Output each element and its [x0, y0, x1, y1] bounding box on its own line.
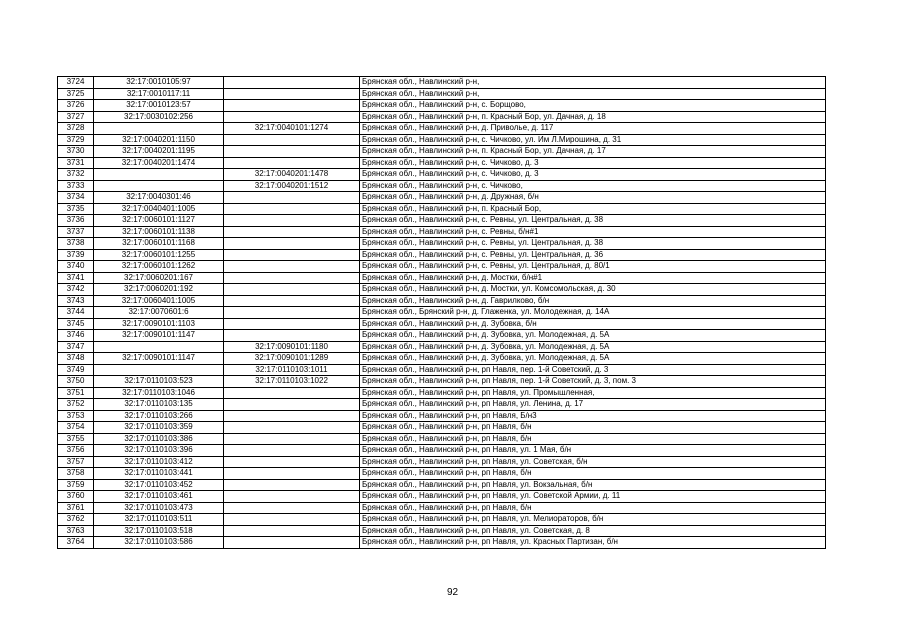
parent-cadastral-number-cell: [224, 272, 360, 284]
table-row: [58, 123, 826, 135]
row-number-cell: 3758: [58, 468, 94, 480]
cadastral-number-cell: 32:17:0040201:1195: [94, 146, 224, 158]
cadastral-number-cell: 32:17:0060401:1005: [94, 295, 224, 307]
address-cell: Брянская обл., Навлинский р-н, рп Навля, ул. Советской Армии, д. 11: [360, 491, 826, 503]
table-row: [58, 307, 826, 319]
cadastral-number-cell: 32:17:0110103:473: [94, 502, 224, 514]
parent-cadastral-number-cell: [224, 514, 360, 526]
cadastral-number-cell: 32:17:0010117:11: [94, 88, 224, 100]
address-cell: Брянская обл., Навлинский р-н, с. Ревны, ул. Центральная, д. 38: [360, 238, 826, 250]
table-row: [58, 525, 826, 537]
table-row: [58, 364, 826, 376]
address-cell: Брянская обл., Навлинский р-н, п. Красный Бор,: [360, 203, 826, 215]
parent-cadastral-number-cell: [224, 318, 360, 330]
parent-cadastral-number-cell: [224, 502, 360, 514]
table-row: [58, 445, 826, 457]
row-number-cell: 3739: [58, 249, 94, 261]
row-number-cell: 3755: [58, 433, 94, 445]
table-row: [58, 479, 826, 491]
parent-cadastral-number-cell: [224, 422, 360, 434]
cadastral-number-cell: 32:17:0110103:452: [94, 479, 224, 491]
cadastral-number-cell: 32:17:0040401:1005: [94, 203, 224, 215]
page-number: 92: [446, 587, 459, 598]
table-row: [58, 341, 826, 353]
cadastral-number-cell: 32:17:0060201:192: [94, 284, 224, 296]
row-number-cell: 3764: [58, 537, 94, 549]
address-cell: Брянская обл., Навлинский р-н, рп Навля, ул. Красных Партизан, б/н: [360, 537, 826, 549]
parent-cadastral-number-cell: [224, 537, 360, 549]
row-number-cell: 3740: [58, 261, 94, 273]
cadastral-number-cell: 32:17:0110103:412: [94, 456, 224, 468]
parent-cadastral-number-cell: [224, 226, 360, 238]
row-number-cell: 3728: [58, 123, 94, 135]
property-table: [57, 76, 826, 549]
row-number-cell: 3733: [58, 180, 94, 192]
parent-cadastral-number-cell: [224, 456, 360, 468]
cadastral-number-cell: 32:17:0040301:46: [94, 192, 224, 204]
cadastral-number-cell: 32:17:0060101:1138: [94, 226, 224, 238]
table-row: [58, 203, 826, 215]
address-cell: Брянская обл., Навлинский р-н, с. Чичково, ул. Им Л.Мирошина, д. 31: [360, 134, 826, 146]
cadastral-number-cell: 32:17:0110103:386: [94, 433, 224, 445]
address-cell: Брянская обл., Навлинский р-н, д. Зубовка, ул. Молодежная, д. 5А: [360, 353, 826, 365]
table-row: [58, 146, 826, 158]
row-number-cell: 3736: [58, 215, 94, 227]
parent-cadastral-number-cell: [224, 111, 360, 123]
row-number-cell: 3730: [58, 146, 94, 158]
table-row: [58, 226, 826, 238]
row-number-cell: 3748: [58, 353, 94, 365]
cadastral-number-cell: 32:17:0060101:1168: [94, 238, 224, 250]
table-row: [58, 249, 826, 261]
parent-cadastral-number-cell: 32:17:0110103:1011: [224, 364, 360, 376]
row-number-cell: 3756: [58, 445, 94, 457]
table-row: [58, 180, 826, 192]
table-row: [58, 399, 826, 411]
address-cell: Брянская обл., Навлинский р-н, рп Навля, ул. 1 Мая, б/н: [360, 445, 826, 457]
table-row: [58, 215, 826, 227]
cadastral-number-cell: 32:17:0110103:266: [94, 410, 224, 422]
address-cell: Брянская обл., Навлинский р-н, с. Чичково,: [360, 180, 826, 192]
address-cell: Брянская обл., Навлинский р-н, д. Зубовка, ул. Молодежная, д. 5А: [360, 341, 826, 353]
cadastral-number-cell: 32:17:0010123:57: [94, 100, 224, 112]
row-number-cell: 3746: [58, 330, 94, 342]
address-cell: Брянская обл., Навлинский р-н, рп Навля, ул. Мелиораторов, б/н: [360, 514, 826, 526]
address-cell: Брянская обл., Навлинский р-н, рп Навля, ул. Вокзальная, б/н: [360, 479, 826, 491]
address-cell: Брянская обл., Брянский р-н, д. Глаженка, ул. Молодежная, д. 14А: [360, 307, 826, 319]
row-number-cell: 3760: [58, 491, 94, 503]
parent-cadastral-number-cell: [224, 399, 360, 411]
table-row: [58, 514, 826, 526]
cadastral-number-cell: 32:17:0060101:1127: [94, 215, 224, 227]
parent-cadastral-number-cell: 32:17:0040201:1478: [224, 169, 360, 181]
address-cell: Брянская обл., Навлинский р-н,: [360, 77, 826, 89]
address-cell: Брянская обл., Навлинский р-н, рп Навля, пер. 1-й Советский, д. 3, пом. 3: [360, 376, 826, 388]
table-row: [58, 192, 826, 204]
parent-cadastral-number-cell: [224, 100, 360, 112]
row-number-cell: 3763: [58, 525, 94, 537]
cadastral-number-cell: [94, 341, 224, 353]
row-number-cell: 3734: [58, 192, 94, 204]
table-row: [58, 433, 826, 445]
table-row: [58, 111, 826, 123]
parent-cadastral-number-cell: [224, 387, 360, 399]
table-row: [58, 88, 826, 100]
row-number-cell: 3727: [58, 111, 94, 123]
row-number-cell: 3741: [58, 272, 94, 284]
cadastral-number-cell: 32:17:0110103:135: [94, 399, 224, 411]
cadastral-number-cell: 32:17:0060201:167: [94, 272, 224, 284]
parent-cadastral-number-cell: 32:17:0090101:1289: [224, 353, 360, 365]
address-cell: Брянская обл., Навлинский р-н, д. Гаврилково, б/н: [360, 295, 826, 307]
parent-cadastral-number-cell: [224, 525, 360, 537]
cadastral-number-cell: 32:17:0110103:518: [94, 525, 224, 537]
parent-cadastral-number-cell: [224, 445, 360, 457]
address-cell: Брянская обл., Навлинский р-н, д. Дружная, б/н: [360, 192, 826, 204]
table-row: [58, 387, 826, 399]
row-number-cell: 3762: [58, 514, 94, 526]
row-number-cell: 3750: [58, 376, 94, 388]
address-cell: Брянская обл., Навлинский р-н, рп Навля, пер. 1-й Советский, д. 3: [360, 364, 826, 376]
table-row: [58, 284, 826, 296]
table-row: [58, 502, 826, 514]
address-cell: Брянская обл., Навлинский р-н, с. Чичково, д. 3: [360, 157, 826, 169]
cadastral-number-cell: 32:17:0110103:511: [94, 514, 224, 526]
row-number-cell: 3725: [58, 88, 94, 100]
row-number-cell: 3751: [58, 387, 94, 399]
cadastral-number-cell: 32:17:0010105:97: [94, 77, 224, 89]
table-row: [58, 330, 826, 342]
cadastral-number-cell: 32:17:0110103:441: [94, 468, 224, 480]
parent-cadastral-number-cell: [224, 203, 360, 215]
address-cell: Брянская обл., Навлинский р-н, с. Ревны, ул. Центральная, д. 36: [360, 249, 826, 261]
address-cell: Брянская обл., Навлинский р-н, рп Навля, б/н: [360, 422, 826, 434]
cadastral-number-cell: 32:17:0040201:1150: [94, 134, 224, 146]
address-cell: Брянская обл., Навлинский р-н, д. Зубовка, ул. Молодежная, д. 5А: [360, 330, 826, 342]
parent-cadastral-number-cell: 32:17:0110103:1022: [224, 376, 360, 388]
address-cell: Брянская обл., Навлинский р-н, с. Ревны, б/н#1: [360, 226, 826, 238]
table-row: [58, 491, 826, 503]
row-number-cell: 3745: [58, 318, 94, 330]
row-number-cell: 3744: [58, 307, 94, 319]
cadastral-number-cell: 32:17:0110103:396: [94, 445, 224, 457]
address-cell: Брянская обл., Навлинский р-н, д. Зубовка, б/н: [360, 318, 826, 330]
parent-cadastral-number-cell: 32:17:0040201:1512: [224, 180, 360, 192]
table-row: [58, 134, 826, 146]
cadastral-number-cell: [94, 364, 224, 376]
parent-cadastral-number-cell: 32:17:0040101:1274: [224, 123, 360, 135]
row-number-cell: 3738: [58, 238, 94, 250]
parent-cadastral-number-cell: [224, 215, 360, 227]
cadastral-number-cell: 32:17:0030102:256: [94, 111, 224, 123]
parent-cadastral-number-cell: [224, 284, 360, 296]
table-row: [58, 169, 826, 181]
address-cell: Брянская обл., Навлинский р-н, п. Красный Бор, ул. Дачная, д. 17: [360, 146, 826, 158]
address-cell: Брянская обл., Навлинский р-н, рп Навля, Б/н3: [360, 410, 826, 422]
address-cell: Брянская обл., Навлинский р-н, д. Мостки, б/н#1: [360, 272, 826, 284]
row-number-cell: 3726: [58, 100, 94, 112]
parent-cadastral-number-cell: [224, 261, 360, 273]
parent-cadastral-number-cell: [224, 491, 360, 503]
row-number-cell: 3724: [58, 77, 94, 89]
row-number-cell: 3729: [58, 134, 94, 146]
table-row: [58, 537, 826, 549]
address-cell: Брянская обл., Навлинский р-н, рп Навля, ул. Промышленная,: [360, 387, 826, 399]
address-cell: Брянская обл., Навлинский р-н, д. Мостки, ул. Комсомольская, д. 30: [360, 284, 826, 296]
cadastral-number-cell: 32:17:0110103:359: [94, 422, 224, 434]
cadastral-number-cell: 32:17:0110103:523: [94, 376, 224, 388]
address-cell: Брянская обл., Навлинский р-н, с. Ревны, ул. Центральная, д. 38: [360, 215, 826, 227]
row-number-cell: 3753: [58, 410, 94, 422]
cadastral-number-cell: [94, 169, 224, 181]
address-cell: Брянская обл., Навлинский р-н, с. Борщово,: [360, 100, 826, 112]
parent-cadastral-number-cell: [224, 479, 360, 491]
parent-cadastral-number-cell: [224, 410, 360, 422]
table-row: [58, 353, 826, 365]
address-cell: Брянская обл., Навлинский р-н, п. Красный Бор, ул. Дачная, д. 18: [360, 111, 826, 123]
table-row: [58, 318, 826, 330]
parent-cadastral-number-cell: [224, 330, 360, 342]
row-number-cell: 3747: [58, 341, 94, 353]
cadastral-number-cell: 32:17:0090101:1147: [94, 353, 224, 365]
row-number-cell: 3743: [58, 295, 94, 307]
cadastral-number-cell: 32:17:0090101:1147: [94, 330, 224, 342]
table-row: [58, 272, 826, 284]
table-row: [58, 376, 826, 388]
table-row: [58, 422, 826, 434]
row-number-cell: 3759: [58, 479, 94, 491]
cadastral-number-cell: [94, 180, 224, 192]
cadastral-number-cell: 32:17:0060101:1255: [94, 249, 224, 261]
parent-cadastral-number-cell: [224, 433, 360, 445]
row-number-cell: 3732: [58, 169, 94, 181]
address-cell: Брянская обл., Навлинский р-н, д. Приволье, д. 117: [360, 123, 826, 135]
row-number-cell: 3731: [58, 157, 94, 169]
property-table-body: [58, 77, 826, 549]
cadastral-number-cell: 32:17:0110103:1046: [94, 387, 224, 399]
table-row: [58, 456, 826, 468]
parent-cadastral-number-cell: 32:17:0090101:1180: [224, 341, 360, 353]
row-number-cell: 3737: [58, 226, 94, 238]
parent-cadastral-number-cell: [224, 88, 360, 100]
table-row: [58, 410, 826, 422]
address-cell: Брянская обл., Навлинский р-н, рп Навля, б/н: [360, 468, 826, 480]
row-number-cell: 3757: [58, 456, 94, 468]
table-row: [58, 238, 826, 250]
table-row: [58, 261, 826, 273]
address-cell: Брянская обл., Навлинский р-н, рп Навля, ул. Советская, б/н: [360, 456, 826, 468]
parent-cadastral-number-cell: [224, 157, 360, 169]
address-cell: Брянская обл., Навлинский р-н, с. Ревны, ул. Центральная, д. 80/1: [360, 261, 826, 273]
parent-cadastral-number-cell: [224, 468, 360, 480]
row-number-cell: 3754: [58, 422, 94, 434]
cadastral-number-cell: 32:17:0060101:1262: [94, 261, 224, 273]
row-number-cell: 3735: [58, 203, 94, 215]
row-number-cell: 3742: [58, 284, 94, 296]
parent-cadastral-number-cell: [224, 146, 360, 158]
row-number-cell: 3761: [58, 502, 94, 514]
address-cell: Брянская обл., Навлинский р-н, рп Навля, ул. Советская, д. 8: [360, 525, 826, 537]
parent-cadastral-number-cell: [224, 249, 360, 261]
cadastral-number-cell: [94, 123, 224, 135]
cadastral-number-cell: 32:17:0110103:586: [94, 537, 224, 549]
address-cell: Брянская обл., Навлинский р-н,: [360, 88, 826, 100]
parent-cadastral-number-cell: [224, 238, 360, 250]
address-cell: Брянская обл., Навлинский р-н, рп Навля, б/н: [360, 502, 826, 514]
table-row: [58, 295, 826, 307]
parent-cadastral-number-cell: [224, 134, 360, 146]
table-row: [58, 77, 826, 89]
address-cell: Брянская обл., Навлинский р-н, рп Навля, б/н: [360, 433, 826, 445]
parent-cadastral-number-cell: [224, 192, 360, 204]
table-row: [58, 157, 826, 169]
cadastral-number-cell: 32:17:0040201:1474: [94, 157, 224, 169]
table-row: [58, 100, 826, 112]
row-number-cell: 3752: [58, 399, 94, 411]
parent-cadastral-number-cell: [224, 307, 360, 319]
address-cell: Брянская обл., Навлинский р-н, рп Навля, ул. Ленина, д. 17: [360, 399, 826, 411]
parent-cadastral-number-cell: [224, 295, 360, 307]
address-cell: Брянская обл., Навлинский р-н, с. Чичково, д. 3: [360, 169, 826, 181]
cadastral-number-cell: 32:17:0110103:461: [94, 491, 224, 503]
cadastral-number-cell: 32:17:0090101:1103: [94, 318, 224, 330]
cadastral-number-cell: 32:17:0070601:6: [94, 307, 224, 319]
parent-cadastral-number-cell: [224, 77, 360, 89]
table-row: [58, 468, 826, 480]
row-number-cell: 3749: [58, 364, 94, 376]
